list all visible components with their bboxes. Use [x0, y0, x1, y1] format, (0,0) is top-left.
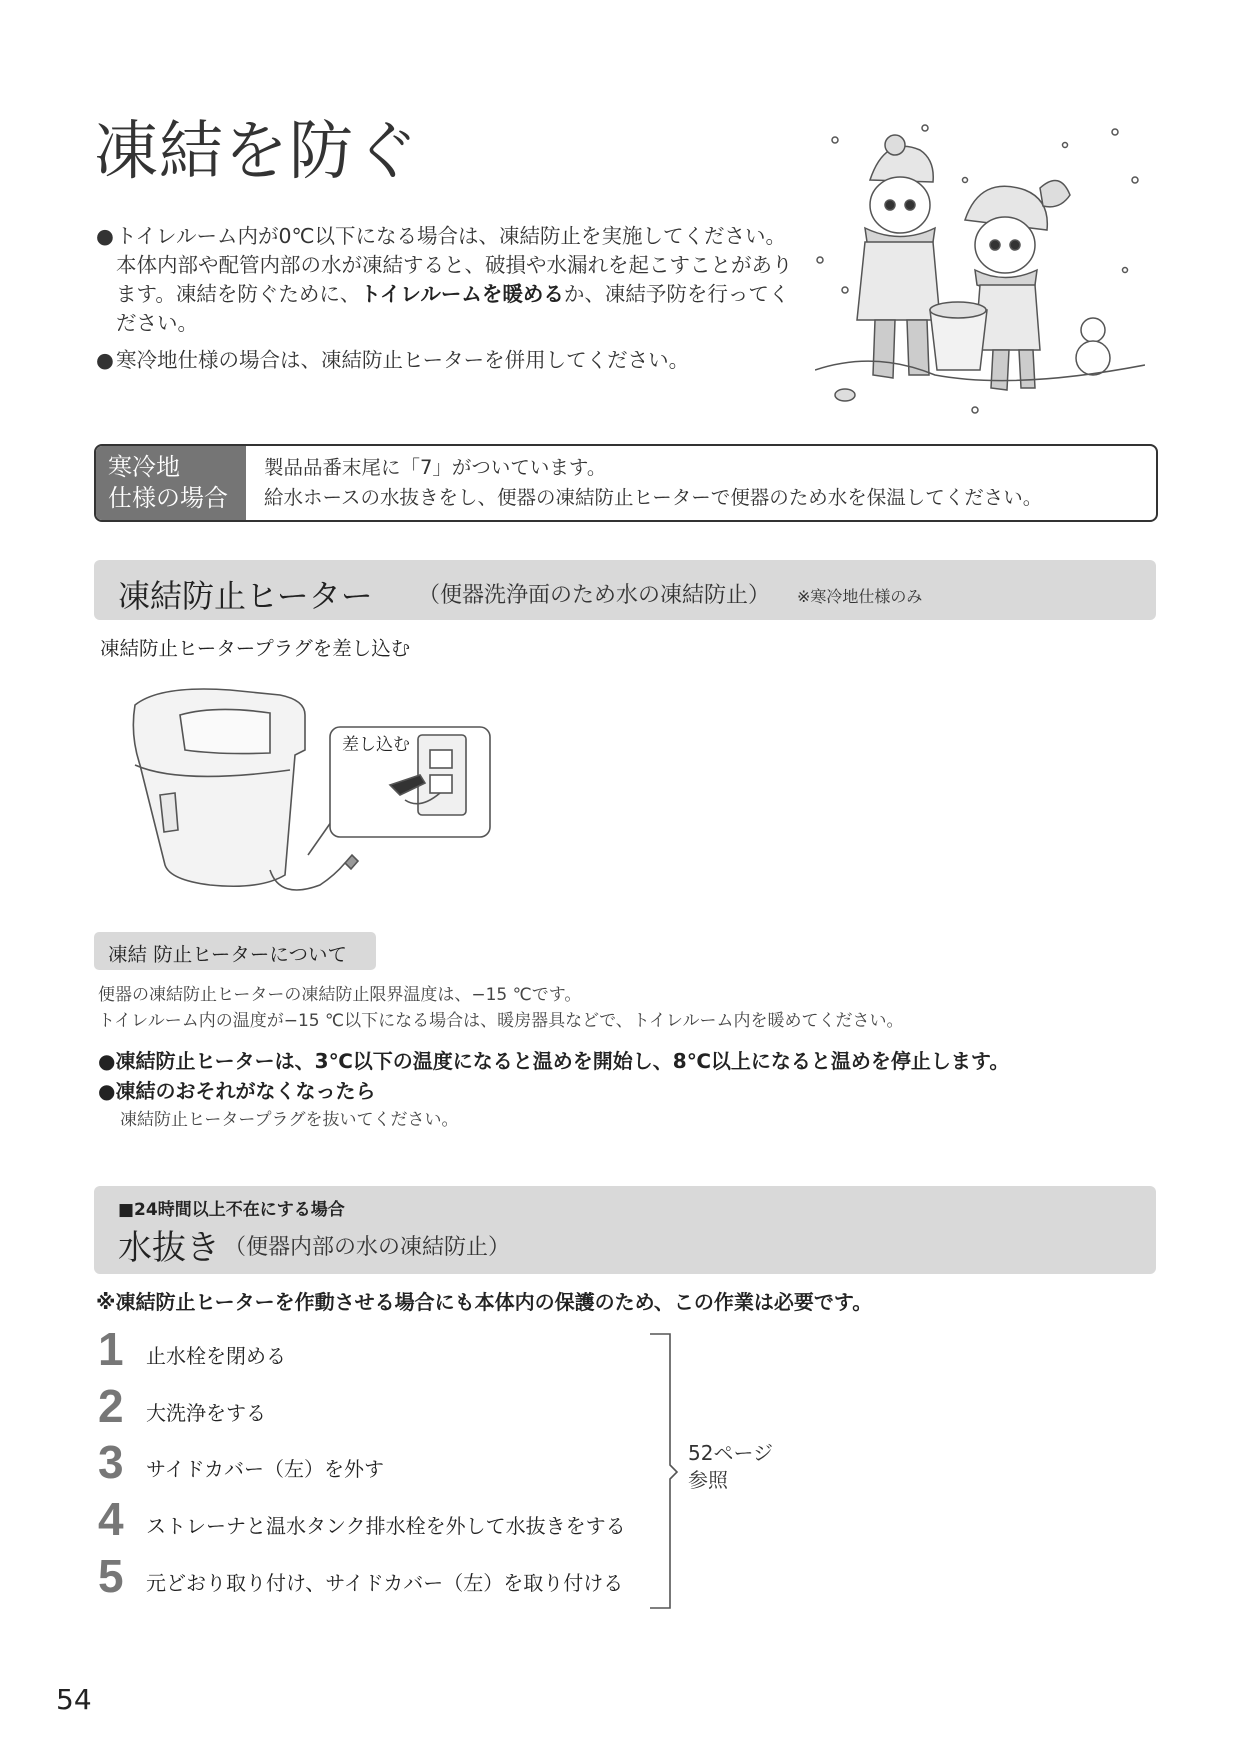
heater-warm-room-text: トイレルーム内の温度が−15 ℃以下になる場合は、暖房器具などで、トイレルーム内を暖めてください。: [98, 1011, 904, 1031]
intro-text-2: 寒冷地仕様の場合は、凍結防止ヒーターを併用してください。: [116, 348, 690, 372]
page-reference-line1: 52ページ: [688, 1441, 774, 1465]
children-snow-illustration: [815, 120, 1145, 425]
step-item: [98, 1436, 698, 1491]
bullet-icon: ●: [96, 348, 114, 372]
step-item: [98, 1493, 698, 1548]
step-text: ストレーナと温水タンク排水栓を外して水抜きをする: [146, 1514, 626, 1538]
drain-section-subtitle: （便器内部の水の凍結防止）: [224, 1235, 511, 1260]
cold-region-text: [264, 453, 1042, 513]
heater-unplug-bullet: ●凍結のおそれがなくなったら: [98, 1079, 376, 1103]
heater-section-subtitle: （便器洗浄面のため水の凍結防止）: [418, 583, 771, 608]
bullet-icon: ●: [96, 224, 114, 248]
intro-emphasis: トイレルームを暖める: [360, 282, 564, 306]
heater-behavior: [98, 1046, 1009, 1134]
toilet-plug-diagram: [120, 675, 550, 905]
drain-section-note: ※凍結防止ヒーターを作動させる場合にも本体内の保護のため、この作業は必要です。: [96, 1290, 873, 1314]
step-item: [98, 1323, 698, 1378]
page-title: 凍結を防ぐ: [94, 115, 419, 189]
step-text: 大洗浄をする: [146, 1401, 266, 1425]
step-number: 3: [98, 1436, 124, 1488]
intro-bullet-2: [96, 346, 796, 375]
cold-text-line2: 給水ホースの水抜きをし、便器の凍結防止ヒーターで便器のため水を保温してください。: [264, 486, 1043, 509]
heater-behavior-bullet: ●凍結防止ヒーターは、3℃以下の温度になると温めを開始し、8℃以上になると温めを停止します。: [98, 1049, 1010, 1073]
step-item: [98, 1380, 698, 1435]
callout-label: 差し込む: [342, 735, 410, 755]
drain-section-condition: ■24時間以上不在にする場合: [118, 1200, 345, 1220]
intro-bullet-1: [96, 222, 796, 338]
intro-text-a: トイレルーム内が0℃以下になる場合は、凍結防止を実施してください。本体内部や配管内部の水が凍結すると、破損や水漏れを起こすことがあります。凍結を防ぐために、: [116, 224, 793, 306]
page-number: 54: [56, 1683, 92, 1716]
heater-section-note: ※寒冷地仕様のみ: [797, 587, 923, 606]
step-item: [98, 1550, 698, 1605]
cold-region-tag: [96, 446, 246, 520]
step-text: 止水栓を閉める: [146, 1344, 286, 1368]
step-text: 元どおり取り付け、サイドカバー（左）を取り付ける: [146, 1571, 624, 1595]
about-heater-tag-label: 凍結 防止ヒーターについて: [108, 943, 348, 966]
step-number: 2: [98, 1380, 124, 1432]
intro-text-b: か、凍結予防を行ってください。: [116, 282, 790, 335]
steps-bracket: [650, 1332, 680, 1610]
about-heater-details: [98, 982, 903, 1034]
intro-text: [96, 222, 796, 375]
page-reference-line2: 参照: [688, 1468, 728, 1492]
cold-tag-line1: 寒冷地: [108, 453, 180, 481]
step-text: サイドカバー（左）を外す: [146, 1457, 384, 1481]
step-number: 4: [98, 1493, 124, 1545]
heater-limit-text: 便器の凍結防止ヒーターの凍結防止限界温度は、−15 ℃です。: [98, 985, 582, 1005]
step-number: 5: [98, 1550, 124, 1602]
heater-section-title: 凍結防止ヒーター: [118, 577, 373, 615]
cold-region-note: [94, 444, 1158, 522]
heater-unplug-text: 凍結防止ヒータープラグを抜いてください。: [120, 1110, 459, 1130]
page-reference: [688, 1440, 773, 1494]
step-number: 1: [98, 1323, 124, 1375]
cold-text-line1: 製品品番末尾に「7」がついています。: [264, 456, 607, 479]
drain-section-title: 水抜き: [118, 1228, 220, 1268]
cold-tag-line2: 仕様の場合: [108, 484, 228, 512]
plug-instruction: 凍結防止ヒータープラグを差し込む: [100, 637, 411, 660]
